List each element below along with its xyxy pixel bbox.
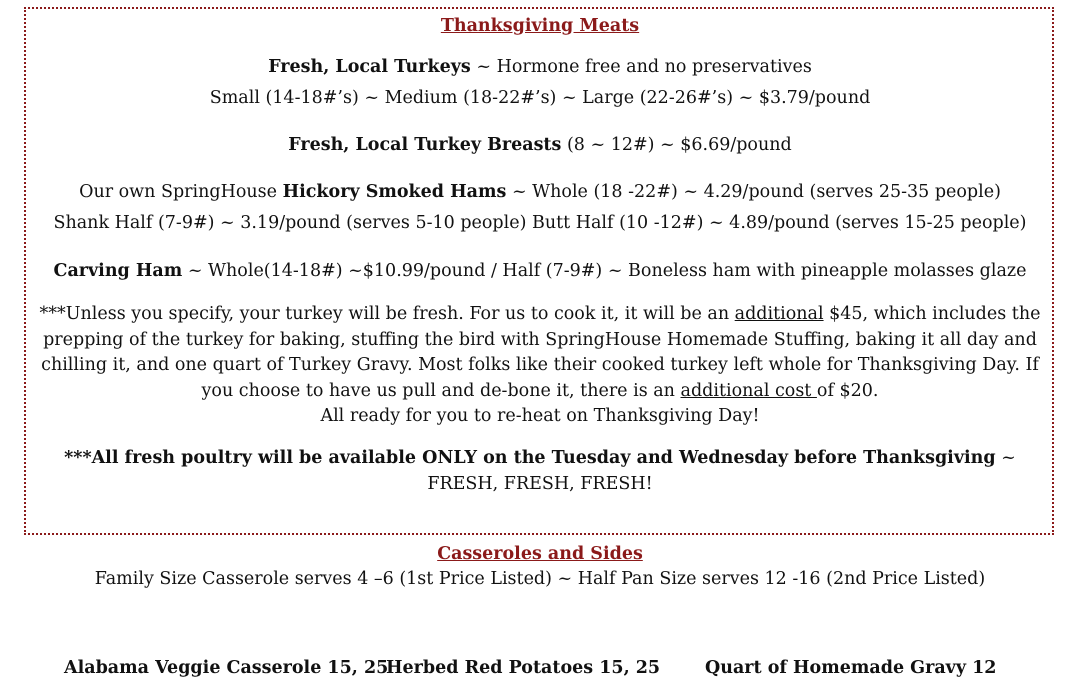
note-line-3: chilling it, and one quart of Turkey Gravy. Most folks like their cooked turkey left whole for Thanksgiving Day. If	[41, 355, 1039, 375]
note-line-1	[0, 303, 1080, 325]
note-l1-underlined: additional	[734, 304, 824, 324]
hams-desc: ~ Whole (18 -22#) ~ 4.29/pound (serves 25-35 people)	[506, 182, 1001, 202]
note-l1b: $45, which includes the	[823, 304, 1041, 324]
hams-halves: Shank Half (7-9#) ~ 3.19/pound (serves 5-10 people) Butt Half (10 -12#) ~ 4.89/pound (serves 15-25 people)	[53, 213, 1027, 233]
note-l1a: ***Unless you specify, your turkey will be fresh. For us to cook it, it will be an	[39, 304, 735, 324]
breasts-desc: (8 ~ 12#) ~ $6.69/pound	[561, 135, 792, 155]
turkeys-line	[0, 56, 1080, 78]
turkeys-name: Fresh, Local Turkeys	[268, 57, 471, 77]
note-line-5: All ready for you to re-heat on Thanksgiving Day!	[320, 406, 760, 426]
poultry-tail: ~	[995, 448, 1016, 468]
meats-section-title-row	[0, 15, 1080, 37]
sides-section-title: Casseroles and Sides	[437, 544, 643, 564]
side-item: Quart of Homemade Gravy 12	[705, 658, 997, 678]
carving-ham-name: Carving Ham	[53, 261, 183, 281]
carving-ham-line	[0, 260, 1080, 282]
side-item: Herbed Red Potatoes 15, 25	[386, 658, 661, 678]
breasts-name: Fresh, Local Turkey Breasts	[288, 135, 562, 155]
note-line-2: prepping of the turkey for baking, stuffing the bird with SpringHouse Homemade Stuffing, baking it all day and	[43, 330, 1037, 350]
breasts-line	[0, 134, 1080, 156]
hams-name: Hickory Smoked Hams	[282, 182, 507, 202]
hams-line	[0, 181, 1080, 203]
turkeys-desc: ~ Hormone free and no preservatives	[470, 57, 812, 77]
turkeys-sizes: Small (14-18#’s) ~ Medium (18-22#’s) ~ Large (22-26#’s) ~ $3.79/pound	[209, 88, 871, 108]
sides-section-title-row	[0, 543, 1080, 565]
note-l4a: you choose to have us pull and de-bone it, there is an	[201, 381, 681, 401]
poultry-line	[0, 447, 1080, 469]
poultry-line-2: FRESH, FRESH, FRESH!	[427, 474, 653, 494]
side-item: Alabama Veggie Casserole 15, 25	[64, 658, 389, 678]
carving-ham-desc: ~ Whole(14-18#) ~$10.99/pound / Half (7-9#) ~ Boneless ham with pineapple molasses glaze	[182, 261, 1027, 281]
meats-section-title: Thanksgiving Meats	[440, 16, 640, 36]
note-l4b: of $20.	[816, 381, 879, 401]
sides-items-row	[0, 658, 1080, 682]
note-line-4	[0, 380, 1080, 402]
sides-subtitle: Family Size Casserole serves 4 –6 (1st Price Listed) ~ Half Pan Size serves 12 -16 (2nd Price Listed)	[94, 569, 986, 589]
poultry-bold: ***All fresh poultry will be available ONLY on the Tuesday and Wednesday before Thanksgiving	[64, 448, 996, 468]
note-l4-underlined: additional cost	[680, 381, 817, 401]
hams-prefix: Our own SpringHouse	[79, 182, 283, 202]
